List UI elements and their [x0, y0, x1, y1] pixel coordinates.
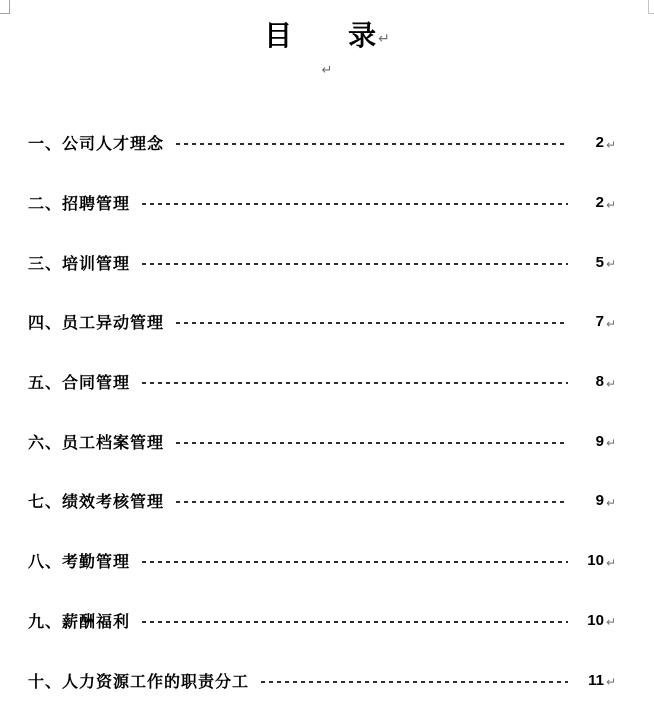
paragraph-mark-icon: ↵ — [605, 137, 616, 152]
toc-entry-label: 二、招聘管理 — [28, 196, 131, 214]
empty-paragraph-row — [0, 60, 654, 80]
dash-leader — [142, 561, 568, 563]
toc-page-number: 10 — [587, 552, 604, 570]
toc-page-number: 9 — [595, 492, 604, 510]
toc-page-number: 5 — [595, 253, 604, 271]
toc-entry-label: 七、绩效考核管理 — [28, 494, 165, 512]
toc-page-number: 2 — [595, 194, 604, 212]
toc-page-number: 2 — [595, 134, 604, 152]
paragraph-mark-icon: ↵ — [605, 555, 616, 570]
dash-leader — [142, 382, 568, 384]
dash-leader — [176, 143, 568, 145]
toc-entry[interactable] — [28, 113, 616, 173]
toc-page-number: 11 — [588, 671, 604, 689]
dash-leader — [176, 442, 568, 444]
paragraph-mark-icon: ↵ — [605, 615, 616, 630]
table-of-contents — [0, 113, 654, 708]
toc-entry-label: 五、合同管理 — [28, 375, 131, 393]
toc-entry-label: 八、考勤管理 — [28, 554, 131, 572]
dash-leader — [142, 263, 568, 265]
toc-entry-label: 三、培训管理 — [28, 255, 131, 273]
document-title-row — [0, 20, 654, 52]
dash-leader — [176, 322, 568, 324]
paragraph-mark-icon: ↵ — [605, 675, 616, 690]
toc-entry-label: 四、员工异动管理 — [28, 315, 165, 333]
toc-entry[interactable] — [28, 531, 616, 591]
dash-leader — [142, 621, 568, 623]
toc-entry-label: 九、薪酬福利 — [28, 613, 131, 631]
toc-entry[interactable] — [28, 650, 616, 708]
page-margin-mark-top-left-icon — [0, 0, 10, 14]
dash-leader — [261, 681, 568, 683]
toc-entry[interactable] — [28, 292, 616, 352]
toc-entry[interactable] — [28, 591, 616, 651]
paragraph-mark-icon: ↵ — [605, 376, 616, 391]
toc-entry[interactable] — [28, 471, 616, 531]
toc-entry[interactable] — [28, 411, 616, 471]
paragraph-mark-icon: ↵ — [605, 495, 616, 510]
toc-page-number: 9 — [595, 432, 604, 450]
page-margin-mark-top-right-icon — [648, 0, 654, 14]
toc-page-number: 10 — [587, 611, 604, 629]
paragraph-mark-icon: ↵ — [605, 197, 616, 212]
page-title: 目 录 — [264, 20, 377, 51]
paragraph-mark-icon: ↵ — [605, 436, 616, 451]
paragraph-mark-icon: ↵ — [378, 31, 390, 47]
toc-entry-label: 六、员工档案管理 — [28, 434, 165, 452]
toc-entry-label: 十、人力资源工作的职责分工 — [28, 673, 250, 691]
dash-leader — [176, 501, 568, 503]
toc-entry[interactable] — [28, 352, 616, 412]
toc-entry[interactable] — [28, 232, 616, 292]
toc-page-number: 8 — [595, 373, 604, 391]
paragraph-mark-icon: ↵ — [605, 257, 616, 272]
dash-leader — [142, 203, 568, 205]
toc-entry[interactable] — [28, 173, 616, 233]
toc-page-number: 7 — [595, 313, 604, 331]
paragraph-mark-icon: ↵ — [605, 316, 616, 331]
paragraph-mark-icon: ↵ — [321, 62, 333, 78]
toc-entry-label: 一、公司人才理念 — [28, 136, 165, 154]
